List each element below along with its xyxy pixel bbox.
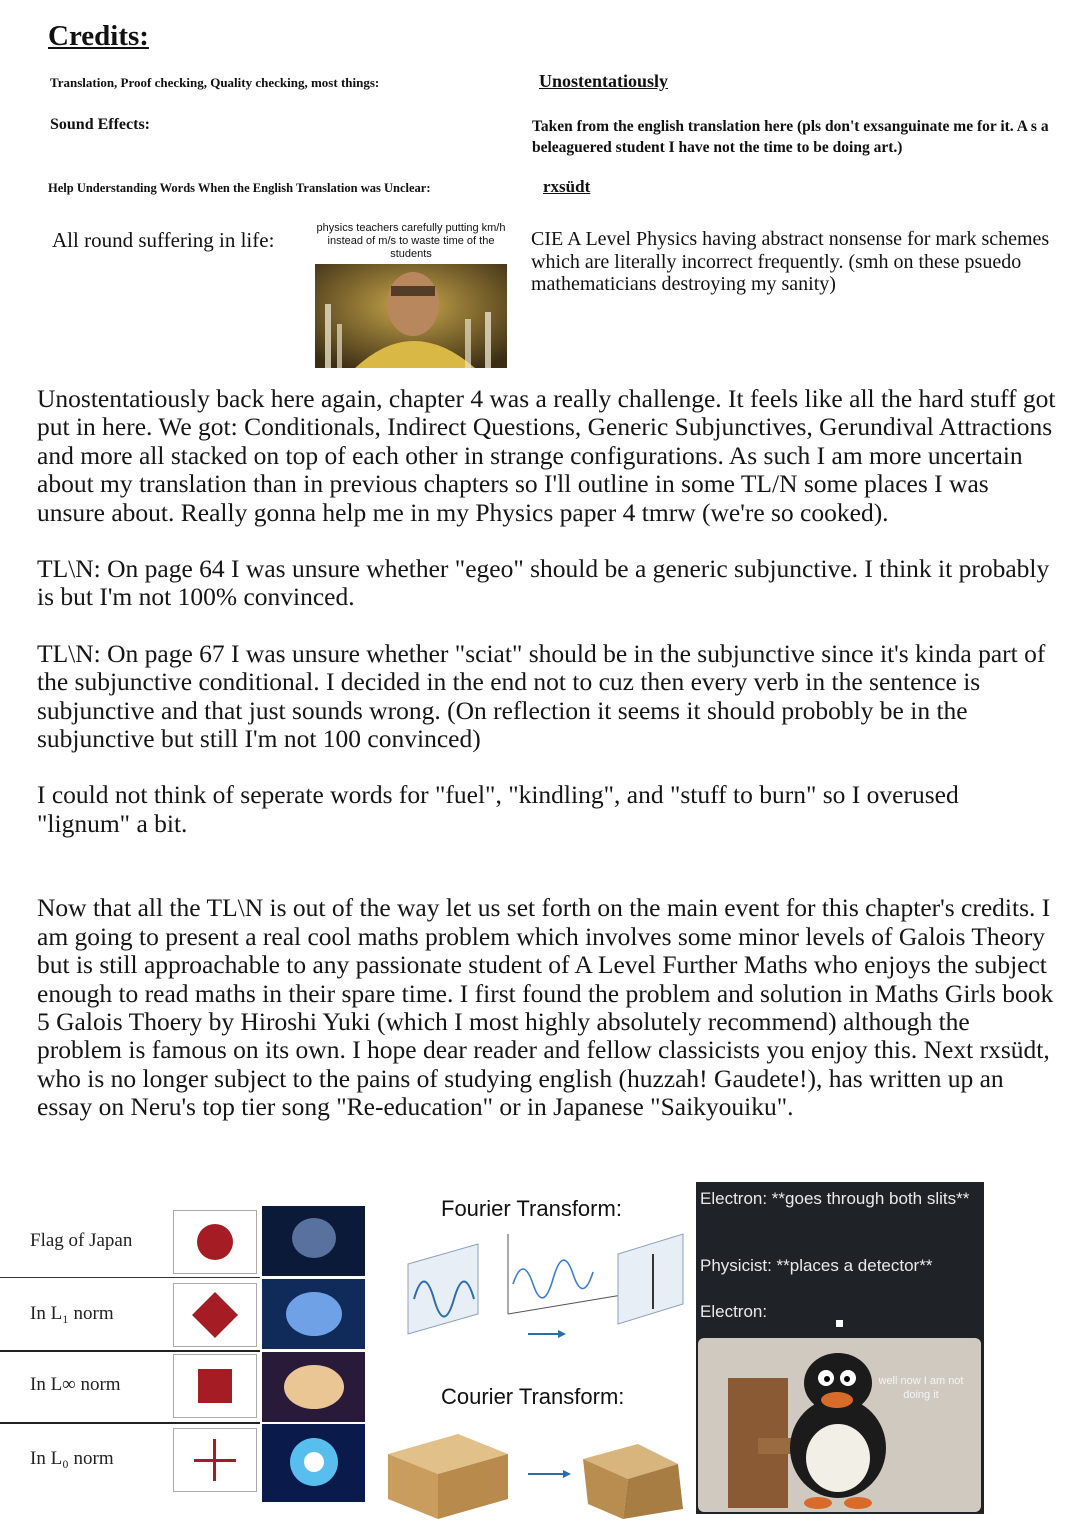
credit-label-help: Help Understanding Words When the English Translation was Unclear: — [48, 181, 431, 195]
electron-line-3: Electron: — [700, 1302, 768, 1321]
row-label: In L∞ norm — [30, 1374, 121, 1395]
credit-label-sound: Sound Effects: — [50, 116, 151, 133]
cross-icon — [174, 1429, 256, 1491]
paragraph-main-event: Now that all the TL\N is out of the way let us set forth on the main event for this chapter's credits. I am going to present a real cool maths problem which involves some minor levels of Galois Theory but is still approachable to any passionate student of A Level Further Maths who enjoys the subject enough to read maths in their spare time. I first found the problem and solution in Maths Girls book 5 Galois Thoery by Hiroshi Yuki (which I most highly absolutely recommend) although the problem is famous on its own. I hope dear reader and fellow classicists you enjoy this. Next rxsüdt, who is no longer subject to the pains of studying english (huzzah! Gaudete!), has written up an essay on Neru's top tier song "Re-education" or in Japanese "Saikyouiku". — [37, 893, 1054, 1122]
credit-value-suffering: CIE A Level Physics having abstract nonsense for mark schemes which are literally incorrect frequently. (smh on these psuedo mathematicians destroying my sanity) — [531, 228, 1050, 295]
brain-bright-icon — [262, 1352, 365, 1422]
shape-cell — [173, 1354, 257, 1418]
brain-small-icon — [262, 1206, 365, 1276]
shape-cell — [173, 1283, 257, 1347]
paragraph-tln-64: TL\N: On page 64 I was unsure whether "egeo" should be a generic subjunctive. I think it probably is but I'm not 100% convinced. — [37, 554, 1050, 612]
paragraph-intro: Unostentatiously back here again, chapter 4 was a really challenge. It feels like all the hard stuff got put in here. We got: Conditionals, Indirect Questions, Generic Subjunctives, Gerundival Attractions and more all stacked on top of each other in strange configurations. As such I am more uncertain about my translation than in previous chapters so I'll outline in some TL/N some places I was unsure about. Really gonna help me in my Physics paper 4 tmrw (we're so cooked). — [37, 384, 1056, 527]
physics-teacher-meme — [315, 222, 507, 367]
box-transform-icon — [378, 1424, 690, 1522]
credits-heading: Credits: — [48, 20, 149, 52]
paragraph-tln-67: TL\N: On page 67 I was unsure whether "sciat" should be in the subjunctive since it's kinda part of the subjunctive conditional. I decided in the end not to cuz then every verb in the sentence is subjunctive and that just sounds wrong. (On reflection it seems it should probobly be in the subjunctive but still I'm not 100 convinced) — [37, 638, 1046, 754]
fourier-diagram-icon — [398, 1224, 688, 1344]
diamond-icon — [174, 1284, 256, 1346]
electron-line-1: Electron: **goes through both slits** — [700, 1189, 970, 1208]
square-icon — [174, 1355, 256, 1417]
electron-meme — [696, 1182, 984, 1514]
row-label: In L₁ norm — [30, 1303, 114, 1324]
brain-glowing-icon — [262, 1279, 365, 1349]
fourier-courier-meme — [378, 1188, 690, 1522]
chemistry-photo — [315, 264, 507, 368]
galaxy-row — [0, 1279, 365, 1351]
credit-value-sound: Taken from the english translation here (pls don't exsanguinate me for it. A s a beleaguered student I have not the time to be doing art.) — [532, 118, 1049, 156]
electron-dot-icon — [836, 1320, 843, 1327]
pingu-photo — [698, 1338, 981, 1512]
courier-title: Courier Transform: — [441, 1384, 625, 1409]
galaxy-brain-meme — [0, 1206, 366, 1522]
pingu-caption: well now I am not doing it — [878, 1375, 964, 1401]
meme-caption: physics teachers carefully putting km/h instead of m/s to waste time of the students — [316, 222, 506, 260]
galaxy-row — [0, 1352, 365, 1424]
brain-galaxy-icon — [262, 1424, 365, 1502]
credit-value-help: rxsüdt — [543, 177, 591, 196]
galaxy-row — [0, 1424, 365, 1496]
body-text — [37, 385, 1057, 1150]
row-label: Flag of Japan — [30, 1230, 133, 1251]
fourier-title: Fourier Transform: — [441, 1196, 622, 1221]
galaxy-row — [0, 1206, 365, 1278]
paragraph-lignum: I could not think of seperate words for "fuel", "kindling", and "stuff to burn" so I overused "lignum" a bit. — [37, 780, 959, 838]
shape-cell — [173, 1210, 257, 1274]
electron-line-2: Physicist: **places a detector** — [700, 1256, 933, 1275]
circle-icon — [174, 1211, 256, 1273]
credit-label-suffering: All round suffering in life: — [52, 228, 275, 252]
credit-label-translation: Translation, Proof checking, Quality checking, most things: — [50, 75, 380, 90]
credit-value-translation: Unostentatiously — [539, 71, 669, 91]
shape-cell — [173, 1428, 257, 1492]
row-label: In L₀ norm — [30, 1448, 114, 1469]
